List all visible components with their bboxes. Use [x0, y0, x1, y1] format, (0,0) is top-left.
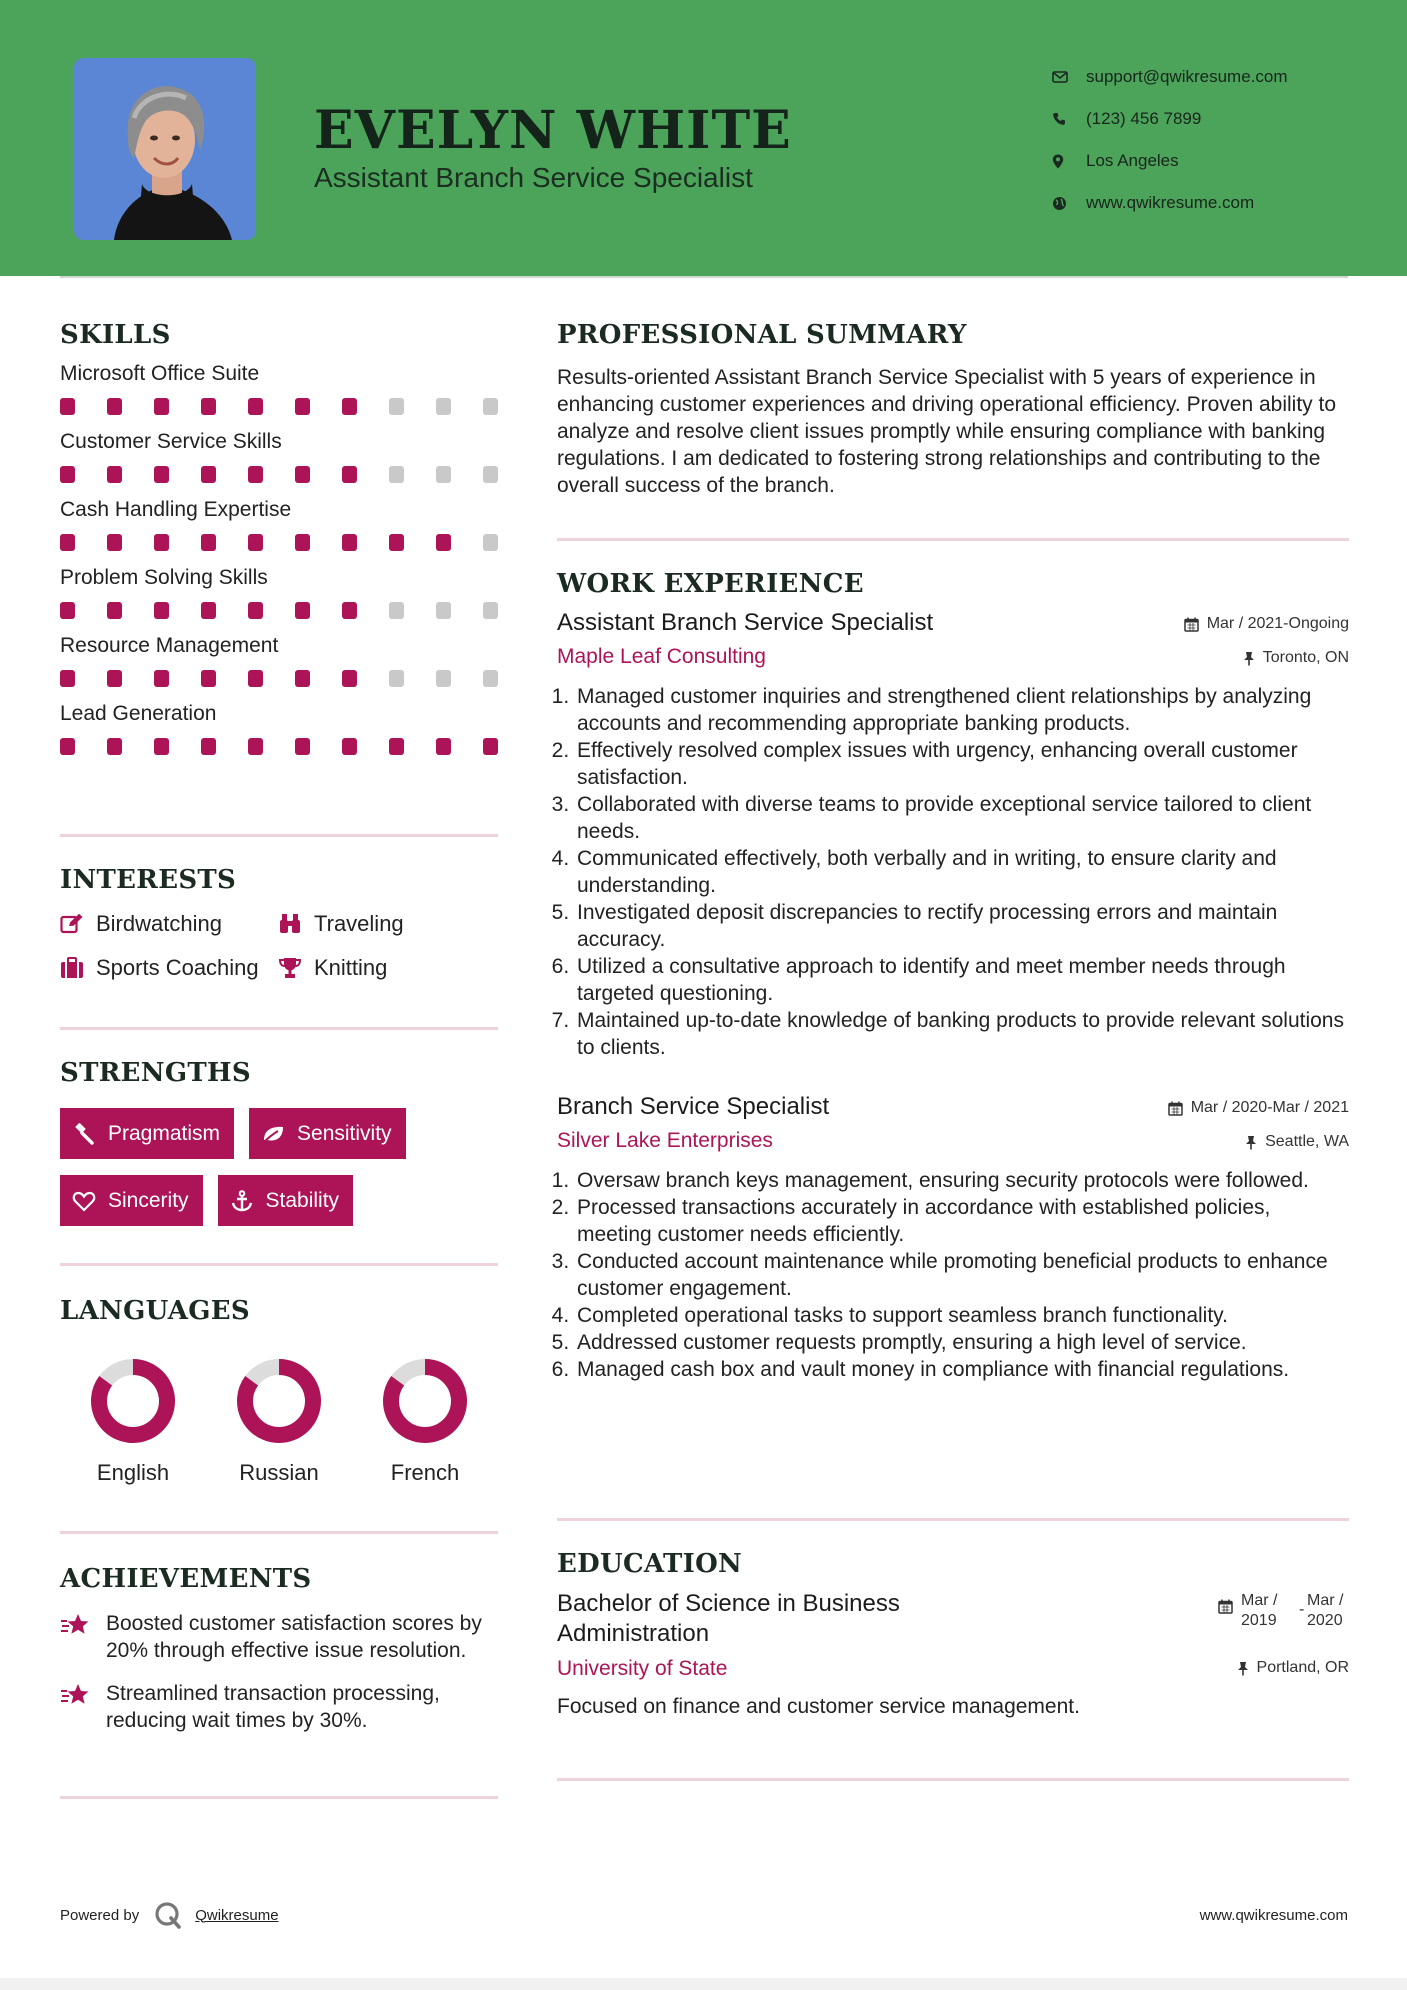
- interest-item: [278, 911, 498, 937]
- job-location: [1245, 1133, 1349, 1151]
- pencil-square-icon: [60, 913, 84, 935]
- duty-item: 1. Managed customer inquiries and strengthened client relationships by analyzing accounts and recommending appropriate banking products.: [575, 683, 1349, 737]
- achievements-title: ACHIEVEMENTS: [60, 1564, 312, 1594]
- gavel-icon: [72, 1123, 96, 1145]
- job-dates-text: Mar / 2021-Ongoing: [1206, 615, 1349, 632]
- skill-dot-filled: [154, 670, 169, 687]
- section-divider: [60, 1796, 498, 1799]
- achievements-section: [60, 1534, 498, 1796]
- duty-item: 2. Effectively resolved complex issues with urgency, enhancing overall customer satisfaction.: [575, 737, 1349, 791]
- skill-dot-filled: [201, 602, 216, 619]
- skill-dot-filled: [295, 738, 310, 755]
- skill-dot-empty: [483, 670, 498, 687]
- education-start-year: 2019: [1241, 1612, 1277, 1629]
- skill-dot-filled: [154, 398, 169, 415]
- portrait-illustration: [74, 58, 256, 240]
- skill-dot-filled: [107, 670, 122, 687]
- contact-email-text: support@qwikresume.com: [1086, 67, 1288, 86]
- experience-section: [557, 541, 1349, 1518]
- skill-dot-filled: [342, 602, 357, 619]
- skill-dot-empty: [436, 602, 451, 619]
- job-header: [557, 1093, 1349, 1121]
- skill-dot-empty: [389, 398, 404, 415]
- languages-section: [60, 1266, 498, 1531]
- education-section: [557, 1521, 1349, 1778]
- heart-icon: [72, 1190, 96, 1212]
- trophy-icon: [278, 957, 302, 979]
- education-date-dash: -: [1299, 1601, 1305, 1618]
- strength-tag: [60, 1175, 203, 1226]
- skill-dot-filled: [295, 534, 310, 551]
- job-location-text: Seattle, WA: [1265, 1133, 1349, 1150]
- binoculars-icon: [278, 913, 302, 935]
- job-title: Assistant Branch Service Specialist: [557, 609, 934, 636]
- job-subheader: [557, 1129, 1349, 1153]
- skill-dot-filled: [248, 738, 263, 755]
- globe-icon: [1050, 196, 1086, 211]
- strength-label: Sincerity: [108, 1188, 189, 1212]
- education-location: [1237, 1659, 1349, 1677]
- duty-item: 6. Utilized a consultative approach to identify and meet member needs through targeted questioning.: [575, 953, 1349, 1007]
- interest-item: [60, 955, 278, 981]
- duty-item: 1. Oversaw branch keys management, ensuring security protocols were followed.: [575, 1167, 1349, 1194]
- interests-list: [60, 911, 498, 981]
- achievement-item: [60, 1610, 498, 1664]
- summary-title: PROFESSIONAL SUMMARY: [557, 320, 967, 350]
- skill-level-dots: [60, 738, 498, 758]
- skill-dot-filled: [154, 602, 169, 619]
- strength-tag: [249, 1108, 406, 1159]
- skill-dot-filled: [436, 534, 451, 551]
- job-dates-text: Mar / 2020-Mar / 2021: [1190, 1099, 1349, 1116]
- skill-dot-filled: [248, 670, 263, 687]
- experience-title: WORK EXPERIENCE: [557, 569, 864, 599]
- section-divider: [557, 1778, 1349, 1781]
- envelope-icon: [1050, 71, 1086, 83]
- job-entry: [557, 609, 1349, 1061]
- skill-dot-filled: [295, 602, 310, 619]
- skill-dot-empty: [389, 466, 404, 483]
- job-duties: [557, 683, 1349, 1061]
- skill-dot-filled: [154, 738, 169, 755]
- skill-dot-empty: [483, 602, 498, 619]
- duty-item: 3. Conducted account maintenance while promoting beneficial products to enhance customer engagement.: [575, 1248, 1349, 1302]
- language-label: Russian: [239, 1460, 319, 1485]
- skill-dot-filled: [483, 738, 498, 755]
- strength-label: Stability: [265, 1188, 340, 1212]
- contact-list: [1050, 56, 1380, 224]
- education-subheader: [557, 1657, 1349, 1681]
- job-subheader: [557, 645, 1349, 669]
- contact-location: [1050, 140, 1380, 182]
- strength-tag: [218, 1175, 354, 1226]
- header-divider: [60, 276, 1348, 278]
- skill-dot-empty: [483, 398, 498, 415]
- skill-dot-filled: [107, 602, 122, 619]
- strengths-title: STRENGTHS: [60, 1058, 251, 1088]
- skill-dot-filled: [201, 738, 216, 755]
- duty-item: 2. Processed transactions accurately in accordance with established policies, meeting customer needs efficiently.: [575, 1194, 1349, 1248]
- anchor-icon: [230, 1190, 254, 1212]
- job-title: Branch Service Specialist: [557, 1093, 830, 1120]
- skill-level-dots: [60, 534, 498, 554]
- skill-dot-filled: [436, 738, 451, 755]
- map-pin-icon: [1050, 154, 1086, 169]
- skill-dot-filled: [60, 398, 75, 415]
- skill-dot-empty: [436, 466, 451, 483]
- phone-icon: [1050, 112, 1086, 126]
- language-label: English: [96, 1460, 170, 1485]
- school-name: University of State: [557, 1657, 728, 1680]
- interests-title: INTERESTS: [60, 865, 237, 895]
- language-label: French: [390, 1460, 460, 1485]
- skill-dot-filled: [342, 738, 357, 755]
- skill-dot-filled: [201, 398, 216, 415]
- skill-dot-filled: [107, 398, 122, 415]
- language-item: [206, 1356, 352, 1486]
- skill-dot-filled: [201, 670, 216, 687]
- skill-dot-filled: [60, 602, 75, 619]
- education-end-year: 2020: [1307, 1612, 1343, 1629]
- calendar-icon: [1168, 1101, 1183, 1116]
- interest-label: Sports Coaching: [96, 955, 259, 980]
- strength-label: Sensitivity: [297, 1121, 392, 1145]
- left-column: [60, 320, 498, 1799]
- strengths-list: [60, 1108, 498, 1226]
- skill-dot-filled: [60, 738, 75, 755]
- language-item: [352, 1356, 498, 1486]
- duty-item: 7. Maintained up-to-date knowledge of banking products to provide relevant solutions to clients.: [575, 1007, 1349, 1061]
- skill-dot-filled: [248, 602, 263, 619]
- star-ribbon-icon: [60, 1680, 106, 1734]
- skill-dot-filled: [389, 738, 404, 755]
- skill-name: Customer Service Skills: [60, 430, 282, 453]
- language-donut: [88, 1356, 178, 1446]
- languages-list: [60, 1356, 498, 1486]
- education-description: Focused on finance and customer service management.: [557, 1695, 1080, 1718]
- footer: [60, 1898, 1348, 1932]
- skill-dot-filled: [60, 466, 75, 483]
- calendar-icon: [1184, 617, 1199, 632]
- skill-name: Problem Solving Skills: [60, 566, 268, 589]
- company-name: Maple Leaf Consulting: [557, 645, 766, 668]
- skill-dot-filled: [342, 466, 357, 483]
- skill-dot-filled: [107, 738, 122, 755]
- duty-item: 4. Completed operational tasks to support seamless branch functionality.: [575, 1302, 1349, 1329]
- skills-section: [60, 320, 498, 834]
- pushpin-icon: [1243, 651, 1255, 666]
- job-dates: [1168, 1099, 1349, 1117]
- skill-name: Resource Management: [60, 634, 279, 657]
- calendar-icon: [1218, 1599, 1233, 1614]
- job-dates: [1184, 615, 1349, 633]
- contact-location-text: Los Angeles: [1086, 151, 1179, 170]
- duty-item: 3. Collaborated with diverse teams to provide exceptional service tailored to client needs.: [575, 791, 1349, 845]
- education-location-text: Portland, OR: [1256, 1659, 1349, 1676]
- skill-dot-filled: [295, 670, 310, 687]
- strength-label: Pragmatism: [108, 1121, 221, 1145]
- pushpin-icon: [1245, 1135, 1257, 1150]
- star-ribbon-icon: [60, 1610, 106, 1664]
- skill-dot-filled: [342, 534, 357, 551]
- briefcase-icon: [60, 957, 84, 979]
- skill-dot-filled: [154, 534, 169, 551]
- skill-dot-filled: [107, 534, 122, 551]
- job-location: [1243, 649, 1349, 667]
- header-banner: [0, 0, 1407, 276]
- interests-section: [60, 837, 498, 1027]
- skill-dot-empty: [483, 466, 498, 483]
- language-donut: [380, 1356, 470, 1446]
- interest-item: [60, 911, 278, 937]
- skill-dot-filled: [295, 466, 310, 483]
- education-start-month: Mar /: [1241, 1592, 1278, 1609]
- contact-phone[interactable]: [1050, 98, 1380, 140]
- qwikresume-logo-icon: [153, 1900, 183, 1930]
- job-header: [557, 609, 1349, 637]
- languages-title: LANGUAGES: [60, 1296, 250, 1326]
- language-donut: [234, 1356, 324, 1446]
- job-duties: [557, 1167, 1349, 1383]
- duty-item: 5. Investigated deposit discrepancies to rectify processing errors and maintain accuracy.: [575, 899, 1349, 953]
- skill-dot-filled: [154, 466, 169, 483]
- interest-label: Traveling: [314, 911, 404, 936]
- skill-dot-empty: [436, 398, 451, 415]
- degree-name: Bachelor of Science in Business Administration: [557, 1590, 900, 1647]
- skills-title: SKILLS: [60, 320, 171, 350]
- right-column: [557, 320, 1349, 1781]
- achievement-text: Streamlined transaction processing, reducing wait times by 30%.: [106, 1682, 440, 1732]
- contact-website-text: www.qwikresume.com: [1086, 193, 1255, 212]
- job-location-text: Toronto, ON: [1262, 649, 1349, 666]
- skill-dot-filled: [295, 398, 310, 415]
- duty-item: 5. Addressed customer requests promptly, ensuring a high level of service.: [575, 1329, 1349, 1356]
- summary-text: Results-oriented Assistant Branch Service Specialist with 5 years of experience in enhancing customer experiences and driving operational efficiency. Proven ability to analyze and resolve client issues promptly while ensuring compliance with banking regulations. I am dedicated to fostering strong relationships and contributing to the overall success of the branch.: [557, 366, 1337, 497]
- leaf-icon: [261, 1123, 285, 1145]
- skill-dot-empty: [389, 670, 404, 687]
- skill-dot-filled: [389, 534, 404, 551]
- skill-dot-filled: [60, 670, 75, 687]
- contact-email[interactable]: [1050, 56, 1380, 98]
- skill-dot-filled: [342, 398, 357, 415]
- skill-level-dots: [60, 602, 498, 622]
- achievement-item: [60, 1680, 498, 1734]
- interest-label: Birdwatching: [96, 911, 222, 936]
- candidate-name: EVELYN WHITE: [314, 100, 792, 161]
- job-entry: [557, 1093, 1349, 1383]
- duty-item: 4. Communicated effectively, both verbally and in writing, to ensure clarity and understanding.: [575, 845, 1349, 899]
- skill-dot-filled: [248, 398, 263, 415]
- strength-tag: [60, 1108, 234, 1159]
- page-bottom-band: [0, 1978, 1407, 1990]
- footer-website[interactable]: www.qwikresume.com: [1199, 1906, 1348, 1924]
- skill-dot-filled: [60, 534, 75, 551]
- language-item: [60, 1356, 206, 1486]
- interest-item: [278, 955, 498, 981]
- candidate-role: Assistant Branch Service Specialist: [314, 162, 753, 193]
- skill-name: Lead Generation: [60, 702, 217, 725]
- education-header: [557, 1589, 1349, 1649]
- contact-website[interactable]: [1050, 182, 1380, 224]
- powered-by-text: Powered by: [60, 1906, 140, 1924]
- skill-dot-empty: [436, 670, 451, 687]
- skill-name: Cash Handling Expertise: [60, 498, 292, 521]
- skill-dot-filled: [342, 670, 357, 687]
- summary-section: [557, 320, 1349, 538]
- skills-list: [60, 362, 498, 758]
- skill-dot-filled: [248, 466, 263, 483]
- profile-photo: [74, 58, 256, 240]
- skill-dot-empty: [389, 602, 404, 619]
- interest-label: Knitting: [314, 955, 388, 980]
- skill-level-dots: [60, 398, 498, 418]
- duty-item: 6. Managed cash box and vault money in compliance with financial regulations.: [575, 1356, 1349, 1383]
- skill-dot-filled: [248, 534, 263, 551]
- pushpin-icon: [1237, 1661, 1249, 1676]
- skill-level-dots: [60, 670, 498, 690]
- education-dates: [1149, 1591, 1349, 1631]
- contact-phone-text: (123) 456 7899: [1086, 109, 1202, 128]
- skill-level-dots: [60, 466, 498, 486]
- footer-brand: [60, 1900, 279, 1930]
- skill-dot-empty: [483, 534, 498, 551]
- education-end-month: Mar /: [1307, 1592, 1344, 1609]
- qwikresume-link[interactable]: Qwikresume: [195, 1906, 279, 1924]
- strengths-section: [60, 1030, 498, 1263]
- skill-dot-filled: [107, 466, 122, 483]
- skill-name: Microsoft Office Suite: [60, 362, 260, 385]
- company-name: Silver Lake Enterprises: [557, 1129, 773, 1152]
- skill-dot-filled: [201, 466, 216, 483]
- achievement-text: Boosted customer satisfaction scores by 20% through effective issue resolution.: [106, 1612, 482, 1662]
- education-title: EDUCATION: [557, 1549, 743, 1579]
- skill-dot-filled: [201, 534, 216, 551]
